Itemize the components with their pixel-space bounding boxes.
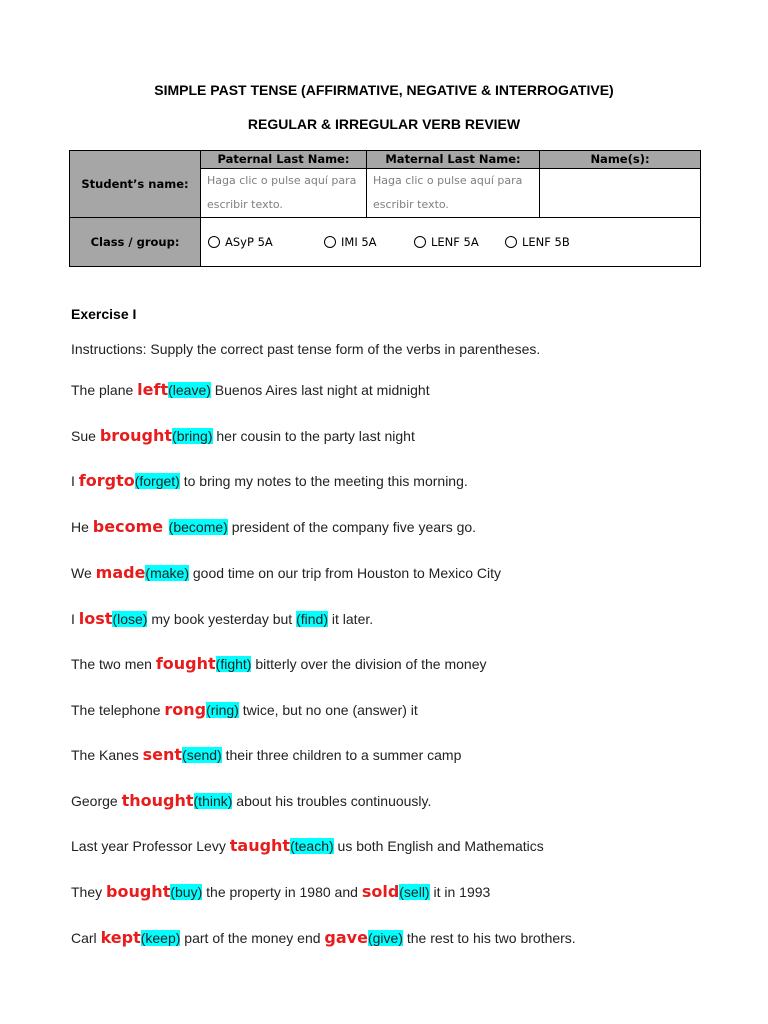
maternal-name-field[interactable] [367, 169, 540, 218]
student-info-table [69, 150, 701, 267]
item-text: the property in 1980 and [202, 884, 362, 900]
item-text: Buenos Aires last night at midnight [210, 382, 430, 398]
item-text: the rest to his two brothers. [402, 930, 576, 946]
item-text: The plane [71, 382, 138, 398]
paternal-name-field[interactable] [201, 169, 367, 218]
answer-word: forgto [78, 471, 135, 490]
document-title: SIMPLE PAST TENSE (AFFIRMATIVE, NEGATIVE & INTERROGATIVE) [154, 82, 614, 98]
item-text: their three children to a summer camp [221, 747, 462, 763]
exercise-item [71, 517, 476, 536]
exercise-item [71, 836, 544, 855]
answer-word: sent [142, 745, 183, 764]
exercise-item [71, 745, 461, 764]
exercise-item [71, 928, 576, 947]
document-subtitle: REGULAR & IRREGULAR VERB REVIEW [247, 116, 521, 132]
answer-word: taught [229, 836, 291, 855]
answer-word: gave [324, 928, 368, 947]
answer-word: kept [100, 928, 141, 947]
item-text: I [71, 473, 79, 489]
answer-word: brought [99, 426, 173, 445]
names-header: Name(s): [540, 151, 701, 169]
verb-hint: (send) [182, 747, 222, 763]
option-label: LENF 5B [522, 235, 570, 249]
exercise-item [71, 563, 501, 582]
answer-word: become [92, 517, 169, 536]
exercise-item [71, 654, 486, 673]
maternal-placeholder-line2: escribir texto. [373, 198, 449, 211]
paternal-placeholder-line2: escribir texto. [207, 198, 283, 211]
verb-hint: (leave) [168, 382, 211, 398]
item-text: I [71, 611, 79, 627]
names-field[interactable] [540, 169, 701, 218]
item-text: Carl [71, 930, 101, 946]
item-text: Last year Professor Levy [71, 838, 230, 854]
exercise-heading: Exercise I [71, 306, 137, 322]
item-text: The Kanes [71, 747, 143, 763]
class-group-label: Class / group: [70, 218, 201, 267]
item-text: her cousin to the party last night [212, 428, 415, 444]
item-text: about his troubles continuously. [232, 793, 432, 809]
verb-hint: (lose) [112, 611, 148, 627]
verb-hint: (bring) [172, 428, 213, 444]
option-lenf-5a[interactable] [414, 235, 505, 249]
answer-word: lost [78, 609, 113, 628]
class-options-cell [201, 218, 701, 267]
item-text: president of the company five years go. [227, 519, 477, 535]
exercise-item [71, 426, 415, 445]
answer-word: sold [361, 882, 400, 901]
item-text: part of the money end [180, 930, 325, 946]
option-label: LENF 5A [431, 235, 479, 249]
answer-word: rong [164, 700, 207, 719]
item-text: us both English and Mathematics [333, 838, 544, 854]
verb-hint: (find) [296, 611, 328, 627]
item-text: The telephone [71, 702, 165, 718]
item-text: it later. [328, 611, 374, 627]
radio-icon[interactable] [414, 236, 426, 248]
verb-hint: (sell) [399, 884, 430, 900]
radio-icon[interactable] [324, 236, 336, 248]
answer-word: left [137, 380, 169, 399]
option-label: ASyP 5A [225, 235, 273, 249]
item-text: The two men [71, 656, 156, 672]
option-lenf-5b[interactable] [505, 235, 570, 249]
verb-hint: (keep) [140, 930, 181, 946]
item-text: good time on our trip from Houston to Mexico City [188, 565, 502, 581]
item-text: bitterly over the division of the money [251, 656, 487, 672]
exercise-item [71, 471, 468, 490]
item-text: They [71, 884, 107, 900]
option-label: IMI 5A [341, 235, 377, 249]
exercise-item [71, 609, 373, 628]
item-text: We [71, 565, 96, 581]
radio-icon[interactable] [208, 236, 220, 248]
verb-hint: (make) [145, 565, 189, 581]
exercise-item [71, 882, 490, 901]
maternal-header: Maternal Last Name: [367, 151, 540, 169]
item-text: my book yesterday but [147, 611, 297, 627]
exercise-instructions: Instructions: Supply the correct past tense form of the verbs in parentheses. [71, 341, 541, 357]
item-text: George [71, 793, 122, 809]
answer-word: bought [106, 882, 171, 901]
verb-hint: (ring) [206, 702, 239, 718]
verb-hint: (give) [367, 930, 403, 946]
student-name-label: Student’s name: [70, 151, 201, 218]
item-text: He [71, 519, 93, 535]
verb-hint: (buy) [170, 884, 203, 900]
item-text: to bring my notes to the meeting this morning. [179, 473, 468, 489]
answer-word: thought [121, 791, 194, 810]
exercise-item [71, 380, 430, 399]
exercise-item [71, 791, 431, 810]
verb-hint: (think) [193, 793, 233, 809]
verb-hint: (become) [168, 519, 228, 535]
verb-hint: (fight) [215, 656, 252, 672]
verb-hint: (forget) [134, 473, 180, 489]
item-text: Sue [71, 428, 100, 444]
item-text: twice, but no one (answer) it [238, 702, 418, 718]
option-asyp-5a[interactable] [208, 235, 324, 249]
paternal-placeholder-line1: Haga clic o pulse aquí para [207, 174, 357, 187]
radio-icon[interactable] [505, 236, 517, 248]
verb-hint: (teach) [290, 838, 334, 854]
answer-word: made [95, 563, 146, 582]
exercise-item [71, 700, 418, 719]
item-text: it in 1993 [429, 884, 491, 900]
maternal-placeholder-line1: Haga clic o pulse aquí para [373, 174, 523, 187]
option-imi-5a[interactable] [324, 235, 414, 249]
answer-word: fought [155, 654, 216, 673]
paternal-header: Paternal Last Name: [201, 151, 367, 169]
